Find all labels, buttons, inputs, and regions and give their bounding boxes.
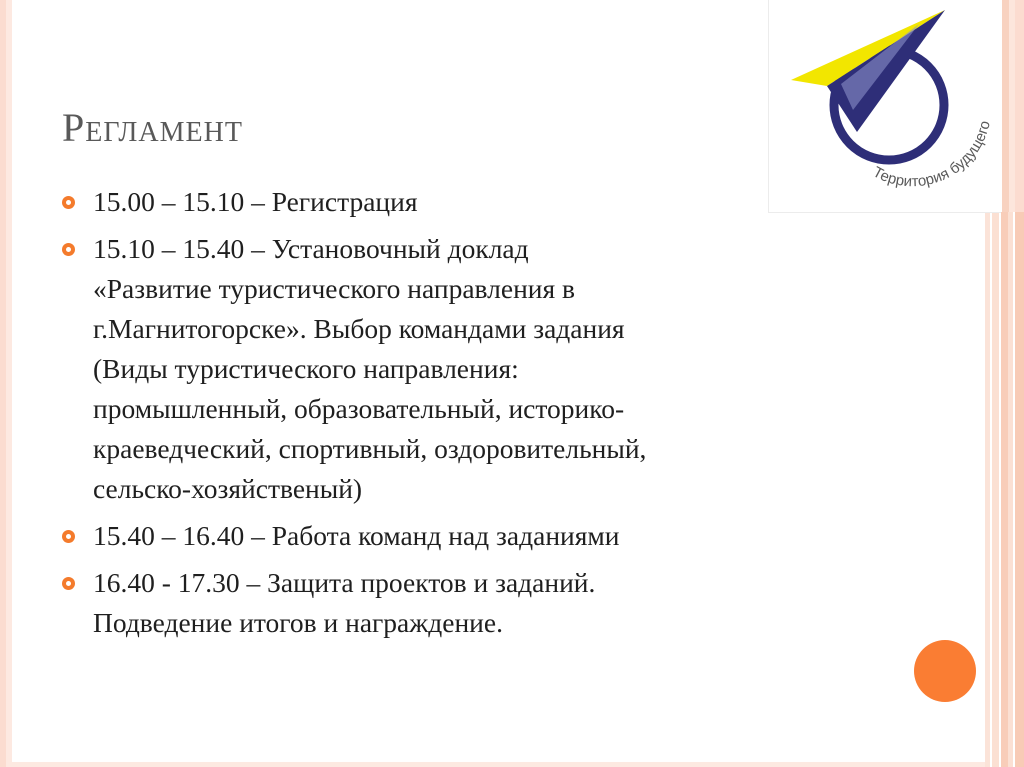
bullet-icon [62, 243, 75, 256]
right-frame-stripes-top [1000, 0, 1024, 212]
logo-graphic [769, 0, 1001, 212]
list-item-text: 15.40 – 16.40 – Работа команд над заданиями [93, 520, 620, 551]
decorative-circle [914, 640, 976, 702]
right-frame-stripes [985, 212, 1024, 767]
bullet-icon [62, 530, 75, 543]
left-frame-stripes [0, 0, 12, 767]
slide-title: Регламент [62, 105, 243, 150]
bullet-icon [62, 196, 75, 209]
list-item-text: 15.00 – 15.10 – Регистрация [93, 186, 418, 217]
bottom-frame-stripe [12, 762, 985, 767]
list-item-text: 15.10 – 15.40 – Установочный доклад «Развитие туристического направления в г.Магнитогорске». Выбор командами задания (Виды туристического направления: промышленный, образовательный, историко- краеведческий, спортивный, оздоровительный, сельско-хозяйственый) [93, 233, 647, 504]
list-item [62, 182, 892, 222]
logo-text: Территория будущего [869, 119, 994, 191]
schedule-list [62, 182, 892, 650]
bullet-icon [62, 577, 75, 590]
list-item-text: 16.40 - 17.30 – Защита проектов и заданий. Подведение итогов и награждение. [93, 567, 596, 638]
list-item [62, 229, 892, 509]
list-item [62, 516, 892, 556]
list-item [62, 563, 892, 643]
